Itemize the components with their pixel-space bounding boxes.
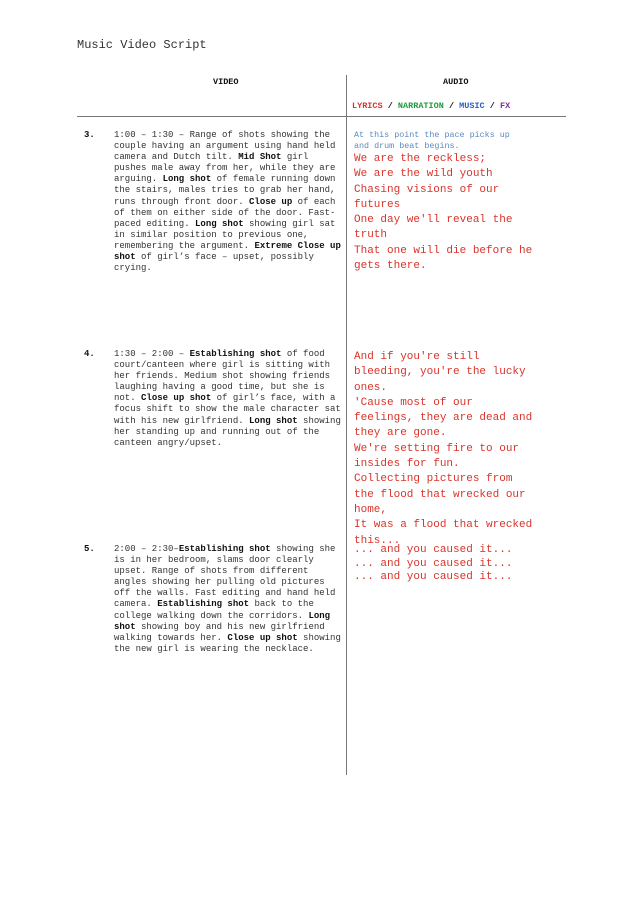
shot-type-term: Mid Shot xyxy=(238,152,282,163)
video-text: of each of them on either side of the door. Fast-paced editing. xyxy=(114,196,336,229)
lyric-line: It was a flood that wrecked xyxy=(354,519,533,532)
lyric-line: the flood that wrecked our xyxy=(354,488,526,501)
column-divider xyxy=(346,75,347,775)
video-text: of girl’s face, with a focus shift to show the male character sat with his new girlfriend. xyxy=(114,393,341,426)
video-text: of female running down the stairs, males tries to grab her hand, runs through front door. xyxy=(114,174,336,207)
legend-lyrics: LYRICS xyxy=(352,101,383,111)
video-text: 1:30 – 2:00 – xyxy=(114,349,190,359)
legend-fx: FX xyxy=(499,101,511,111)
video-description xyxy=(114,130,344,274)
shot-number: 4. xyxy=(84,349,95,359)
audio-cell xyxy=(354,544,569,585)
lyric-line: We are the wild youth xyxy=(354,168,493,181)
lyric-line: they are gone. xyxy=(354,427,447,440)
audio-cell xyxy=(354,130,569,274)
video-description xyxy=(114,349,344,449)
shot-type-term: Extreme Close up shot xyxy=(114,240,341,263)
shot-number: 3. xyxy=(84,130,95,140)
lyric-line: futures xyxy=(354,198,401,211)
legend-separator: / xyxy=(484,101,500,111)
lyric-line: We are the reckless; xyxy=(354,153,487,165)
shot-type-term: Long shot xyxy=(195,218,244,229)
video-description xyxy=(114,544,344,655)
lyric-line: ... and you caused it... xyxy=(354,557,513,570)
lyric-line: Chasing visions of our xyxy=(354,183,500,196)
lyric-line: We're setting fire to our xyxy=(354,442,520,455)
video-text: of food court/canteen where girl is sitting with her friends. Medium shot showing friends laughing having a good time, but she is not. xyxy=(114,349,331,404)
video-text: 2:00 – 2:30– xyxy=(114,544,179,554)
video-text: showing she is in her bedroom, slams door clearly upset. Range of shots from different angles showing her pulling old pictures off the walls. Fast editing and hand held camera. xyxy=(114,544,336,610)
audio-column-header: AUDIO xyxy=(443,77,469,87)
shot-type-term: Close up shot xyxy=(227,632,298,643)
lyric-line: bleeding, you're the lucky xyxy=(354,366,526,379)
video-text: girl pushes male away from her, while they are arguing. xyxy=(114,152,336,185)
shot-type-term: Establishing shot xyxy=(157,599,250,610)
video-text: 1:00 – 1:30 – Range of shots showing the couple having an argument using hand held camera and Dutch tilt. xyxy=(114,130,336,163)
video-text: showing boy and his new girlfriend walking towards her. xyxy=(114,621,325,643)
audio-color-legend xyxy=(352,101,510,111)
lyric-line: Collecting pictures from xyxy=(354,473,513,486)
lyric-line: insides for fun. xyxy=(354,458,460,471)
video-text: showing the new girl is wearing the necklace. xyxy=(114,632,341,654)
legend-music: MUSIC xyxy=(459,101,485,111)
legend-narration: NARRATION xyxy=(397,101,444,111)
lyric-line: this... xyxy=(354,534,401,547)
audio-cell xyxy=(354,350,569,549)
lyric-line: One day we'll reveal the xyxy=(354,214,513,227)
video-text: back to the college walking down the corridors. xyxy=(114,599,314,621)
shot-type-term: Close up shot xyxy=(141,393,212,404)
shot-type-term: Long shot xyxy=(249,415,298,426)
shot-number: 5. xyxy=(84,544,95,554)
lyric-line: ... and you caused it... xyxy=(354,571,513,584)
header-divider xyxy=(77,116,566,117)
lyric-line: gets there. xyxy=(354,260,427,273)
legend-separator: / xyxy=(382,101,398,111)
shot-type-term: Close up xyxy=(249,196,293,207)
video-text: of girl’s face – upset, possibly crying. xyxy=(114,252,314,274)
shot-type-term: Establishing shot xyxy=(189,349,282,359)
narration-line: and drum beat begins. xyxy=(354,141,460,151)
lyric-line: ... and you caused it... xyxy=(354,544,513,556)
narration-line: At this point the pace picks up xyxy=(354,130,510,140)
shot-type-term: Establishing shot xyxy=(178,544,271,554)
lyric-line: 'Cause most of our xyxy=(354,396,473,409)
video-column-header: VIDEO xyxy=(213,77,239,87)
video-text: showing her standing up and running out of the canteen angry/upset. xyxy=(114,415,341,448)
lyric-line: ones. xyxy=(354,381,388,394)
legend-separator: / xyxy=(443,101,460,111)
lyric-line: truth xyxy=(354,229,388,242)
lyric-line: That one will die before he xyxy=(354,244,533,257)
shot-type-term: Long shot xyxy=(162,174,212,185)
lyric-line: feelings, they are dead and xyxy=(354,412,533,425)
lyric-line: And if you're still xyxy=(354,351,480,363)
video-text: showing girl sat in similar position to previous one, remembering the argument. xyxy=(114,218,336,251)
document-title: Music Video Script xyxy=(77,38,207,52)
lyric-line: home, xyxy=(354,503,388,516)
shot-type-term: Long shot xyxy=(114,610,331,632)
